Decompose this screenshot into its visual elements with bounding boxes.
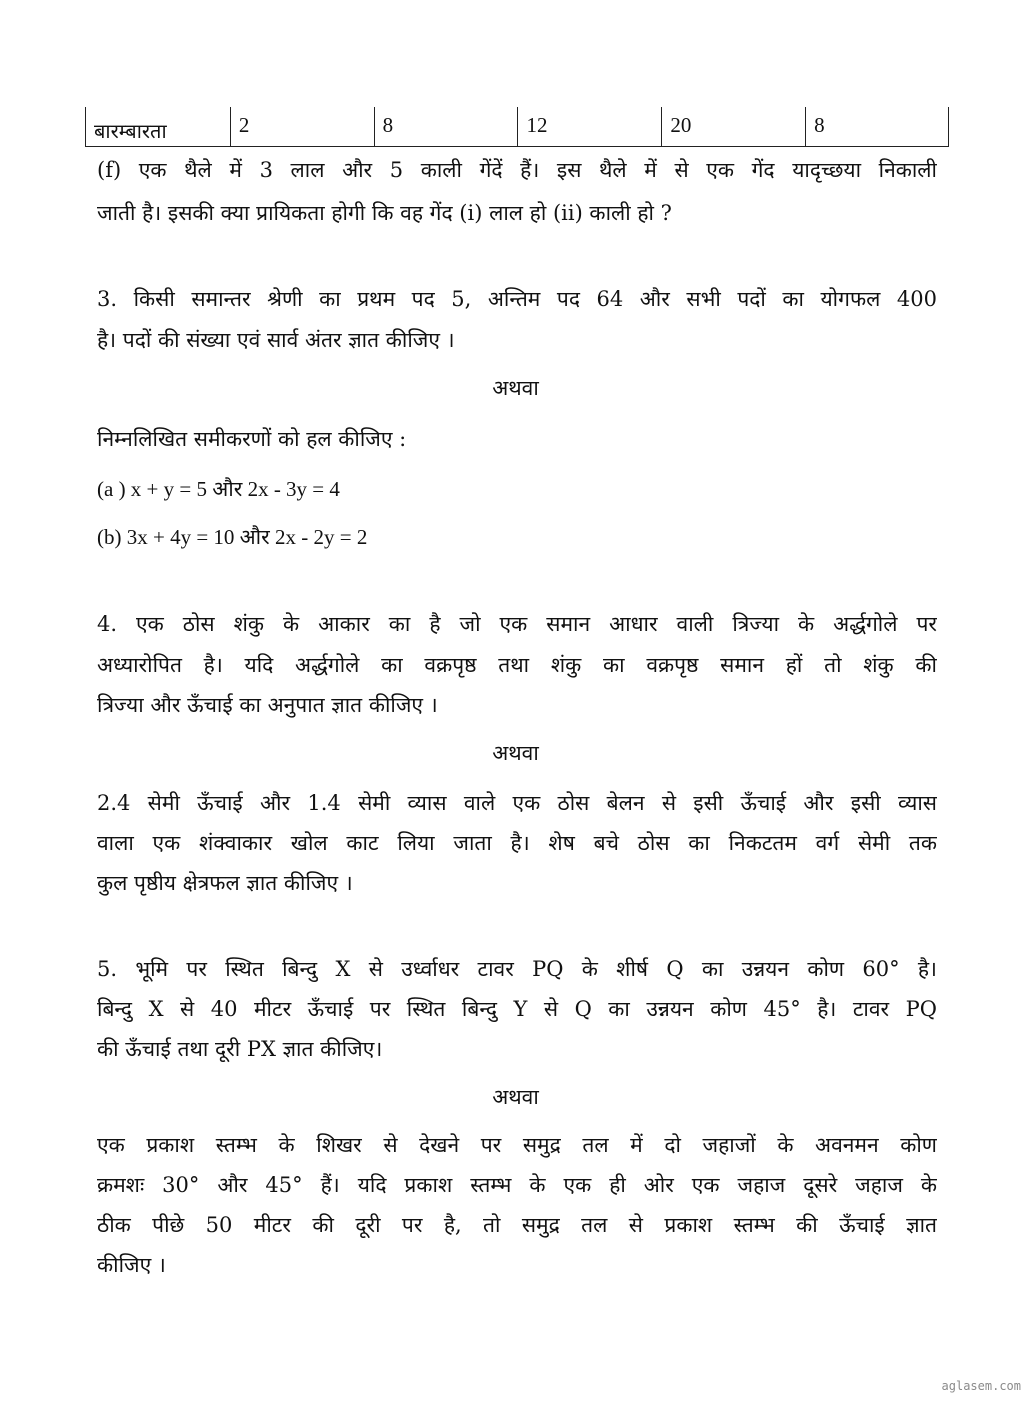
- question-4-alt-line-3: कुल पृष्ठीय क्षेत्रफल ज्ञात कीजिए ।: [97, 871, 353, 895]
- question-4-line-2: अध्यारोपित है। यदि अर्द्धगोले का वक्रपृष्ठ तथा शंकु का वक्रपृष्ठ समान हों तो शंकु की: [97, 653, 937, 677]
- frequency-value-cell: 12: [518, 107, 662, 146]
- question-5-alt-line-3: ठीक पीछे 50 मीटर की दूरी पर है, तो समुद्र तल से प्रकाश स्तम्भ की ऊँचाई ज्ञात: [97, 1213, 937, 1237]
- or-divider: अथवा: [492, 376, 539, 400]
- question-4-alt-line-1: 2.4 सेमी ऊँचाई और 1.4 सेमी व्यास वाले एक ठोस बेलन से इसी ऊँचाई और इसी व्यास: [97, 791, 937, 815]
- question-5-line-1: 5. भूमि पर स्थित बिन्दु X से उर्ध्वाधर टावर PQ के शीर्ष Q का उन्नयन कोण 60° है।: [97, 957, 937, 981]
- frequency-value-cell: 8: [375, 107, 519, 146]
- question-3-line-2: है। पदों की संख्या एवं सार्व अंतर ज्ञात कीजिए ।: [97, 328, 455, 352]
- frequency-value-cell: 2: [231, 107, 375, 146]
- or-divider: अथवा: [492, 1085, 539, 1109]
- question-5-line-2: बिन्दु X से 40 मीटर ऊँचाई पर स्थित बिन्दु Y से Q का उन्नयन कोण 45° है। टावर PQ: [97, 997, 937, 1021]
- question-3-alt-intro: निम्नलिखित समीकरणों को हल कीजिए :: [97, 427, 407, 451]
- question-3-line-1: 3. किसी समान्तर श्रेणी का प्रथम पद 5, अन्तिम पद 64 और सभी पदों का योगफल 400: [97, 287, 937, 311]
- equation-a: (a ) x + y = 5 और 2x - 3y = 4: [97, 477, 340, 501]
- equation-b: (b) 3x + 4y = 10 और 2x - 2y = 2: [97, 525, 368, 549]
- frequency-value-cell: 8: [814, 113, 825, 137]
- site-watermark: aglasem.com: [941, 1379, 1021, 1393]
- frequency-table-row: [85, 107, 949, 147]
- question-4-alt-line-2: वाला एक शंक्वाकार खोल काट लिया जाता है। शेष बचे ठोस का निकटतम वर्ग सेमी तक: [97, 831, 937, 855]
- or-divider: अथवा: [492, 741, 539, 765]
- question-4-line-1: 4. एक ठोस शंकु के आकार का है जो एक समान आधार वाली त्रिज्या के अर्द्धगोले पर: [97, 612, 937, 636]
- question-5-alt-line-2: क्रमशः 30° और 45° हैं। यदि प्रकाश स्तम्भ के एक ही ओर एक जहाज दूसरे जहाज के: [97, 1173, 937, 1197]
- question-5-alt-line-4: कीजिए ।: [97, 1253, 166, 1277]
- frequency-label-cell: बारम्बारता: [86, 107, 231, 146]
- question-5-alt-line-1: एक प्रकाश स्तम्भ के शिखर से देखने पर समुद्र तल में दो जहाजों के अवनमन कोण: [97, 1133, 937, 1157]
- frequency-value-cell: 20: [662, 107, 806, 146]
- question-2f-line-1: (f) एक थैले में 3 लाल और 5 काली गेंदें हैं। इस थैले में से एक गेंद यादृच्छया निकाली: [97, 158, 937, 182]
- question-4-line-3: त्रिज्या और ऊँचाई का अनुपात ज्ञात कीजिए ।: [97, 693, 438, 717]
- question-2f-line-2: जाती है। इसकी क्या प्रायिकता होगी कि वह गेंद (i) लाल हो (ii) काली हो ?: [97, 201, 672, 225]
- question-5-line-3: की ऊँचाई तथा दूरी PX ज्ञात कीजिए।: [97, 1037, 383, 1061]
